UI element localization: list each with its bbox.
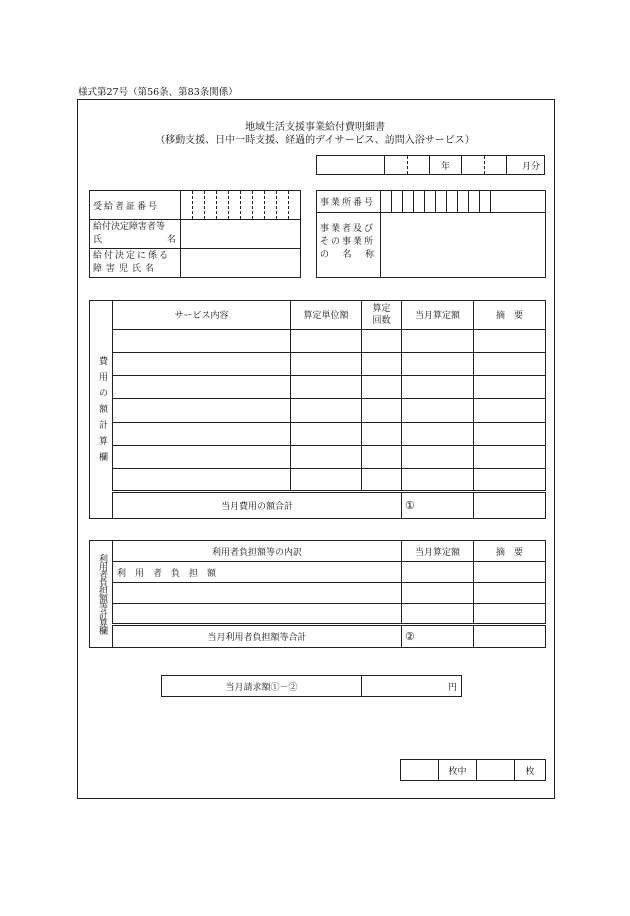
total-pages-field[interactable] — [401, 760, 439, 781]
provider-number-digit[interactable] — [436, 191, 447, 213]
holder-name-label — [90, 220, 181, 249]
cost-row — [90, 376, 546, 399]
burden-side-label — [90, 541, 113, 648]
service-cell[interactable] — [113, 376, 291, 399]
service-cell[interactable] — [113, 353, 291, 376]
claim-table — [161, 675, 462, 697]
month-label: 月分 — [507, 156, 545, 175]
col-count-header-line2: 回数 — [372, 315, 391, 326]
burden-total-note[interactable] — [474, 625, 546, 648]
amount-cell[interactable] — [402, 329, 474, 352]
provider-number-digit[interactable] — [414, 191, 425, 213]
unit-cell[interactable] — [291, 353, 362, 376]
burden-total-mark: ② — [405, 630, 415, 643]
page-number-field[interactable] — [477, 760, 515, 781]
holder-name-field[interactable] — [181, 220, 301, 249]
burden-note-cell[interactable] — [474, 604, 546, 625]
count-cell[interactable] — [362, 329, 402, 352]
year-digit-1[interactable] — [384, 156, 407, 175]
service-cell[interactable] — [113, 422, 291, 445]
provider-number-digit[interactable] — [425, 191, 436, 213]
cost-row — [90, 469, 546, 492]
recipient-number-digit[interactable] — [253, 191, 265, 220]
provider-name-label — [317, 213, 381, 278]
provider-name-label-line3a: の — [320, 250, 332, 260]
form-subtitle: （移動支援、日中一時支援、経過的デイサービス、訪問入浴サービス） — [155, 135, 475, 146]
child-name-label-line2: 障害児氏名 — [93, 264, 159, 274]
cost-total-note[interactable] — [474, 492, 546, 519]
col-service-header: サービス内容 — [113, 301, 291, 330]
count-cell[interactable] — [362, 445, 402, 468]
page-count-table — [400, 759, 546, 781]
unit-cell[interactable] — [291, 329, 362, 352]
burden-item-cell — [113, 562, 402, 583]
note-cell[interactable] — [474, 422, 546, 445]
pages-end-label: 枚 — [515, 760, 546, 781]
unit-cell[interactable] — [291, 445, 362, 468]
recipient-number-digit[interactable] — [193, 191, 205, 220]
claim-label: 当月請求額①－② — [162, 676, 362, 697]
service-cell[interactable] — [113, 399, 291, 422]
count-cell[interactable] — [362, 422, 402, 445]
amount-cell[interactable] — [402, 445, 474, 468]
provider-number-digit[interactable] — [458, 191, 469, 213]
month-digit-1[interactable] — [461, 156, 484, 175]
cost-total-amount[interactable] — [402, 492, 474, 519]
cost-table — [89, 300, 546, 519]
burden-side-label-text: 利用者負担額等計算欄 — [97, 554, 107, 634]
child-name-label-line1: 給付決定に係る — [93, 251, 171, 261]
provider-number-spacer — [491, 191, 546, 213]
holder-name-label-line2a: 氏 — [93, 235, 103, 245]
recipient-number-digit[interactable] — [181, 191, 193, 220]
provider-name-label-line2: その事業所 — [320, 237, 376, 247]
amount-cell[interactable] — [402, 422, 474, 445]
burden-total-label: 当月利用者負担額等合計 — [113, 625, 402, 648]
count-cell[interactable] — [362, 376, 402, 399]
year-digit-2[interactable] — [407, 156, 430, 175]
provider-number-digit[interactable] — [392, 191, 403, 213]
provider-name-label-line3b: 名 — [342, 250, 354, 260]
unit-cell[interactable] — [291, 399, 362, 422]
col-item-header: 利用者負担額等の内訳 — [113, 541, 402, 562]
claim-unit: 円 — [447, 682, 457, 693]
burden-note-cell[interactable] — [474, 562, 546, 583]
pages-middle-label: 枚中 — [439, 760, 477, 781]
provider-name-field[interactable] — [381, 213, 546, 278]
provider-table — [316, 190, 546, 278]
recipient-number-digit[interactable] — [265, 191, 277, 220]
provider-number-digit[interactable] — [469, 191, 480, 213]
note-cell[interactable] — [474, 469, 546, 492]
service-cell[interactable] — [113, 329, 291, 352]
burden-total-amount[interactable] — [402, 625, 474, 648]
cost-row — [90, 445, 546, 468]
col-count-header-line1: 算定 — [372, 303, 391, 314]
col-unit-header: 算定単位額 — [291, 301, 362, 330]
provider-number-label: 事業所番号 — [317, 191, 381, 213]
recipient-number-digit[interactable] — [217, 191, 229, 220]
count-cell[interactable] — [362, 353, 402, 376]
year-label: 年 — [430, 156, 461, 175]
date-box — [316, 155, 545, 175]
burden-row — [90, 583, 546, 604]
recipient-number-digit[interactable] — [205, 191, 217, 220]
cost-row — [90, 329, 546, 352]
recipient-number-digit[interactable] — [229, 191, 241, 220]
note-cell[interactable] — [474, 445, 546, 468]
burden-amount-cell[interactable] — [402, 604, 474, 625]
burden-table — [89, 540, 546, 648]
recipient-number-label: 受給者証番号 — [90, 191, 181, 220]
form-reference: 様式第27号（第56条、第83条関係） — [78, 87, 238, 98]
provider-number-digit[interactable] — [381, 191, 392, 213]
claim-amount-field[interactable] — [362, 676, 462, 697]
burden-item-cell[interactable] — [113, 583, 402, 604]
amount-cell[interactable] — [402, 353, 474, 376]
recipient-number-digit[interactable] — [241, 191, 253, 220]
burden-note-cell[interactable] — [474, 583, 546, 604]
provider-number-digit[interactable] — [447, 191, 458, 213]
col-amount-header: 当月算定額 — [402, 301, 474, 330]
unit-cell[interactable] — [291, 469, 362, 492]
count-cell[interactable] — [362, 399, 402, 422]
child-name-label — [90, 249, 181, 278]
recipient-number-digit[interactable] — [277, 191, 289, 220]
burden-row — [90, 562, 546, 583]
child-name-field[interactable] — [181, 249, 301, 278]
col-note-header: 摘 要 — [474, 301, 546, 330]
note-cell[interactable] — [474, 353, 546, 376]
recipient-number-digit[interactable] — [289, 191, 301, 220]
provider-name-label-line3c: 称 — [364, 250, 376, 260]
amount-cell[interactable] — [402, 376, 474, 399]
note-cell[interactable] — [474, 399, 546, 422]
col-burden-amount-header: 当月算定額 — [402, 541, 474, 562]
month-digit-2[interactable] — [484, 156, 507, 175]
burden-amount-cell[interactable] — [402, 562, 474, 583]
burden-amount-cell[interactable] — [402, 583, 474, 604]
amount-cell[interactable] — [402, 469, 474, 492]
cost-total-label: 当月費用の額合計 — [113, 492, 402, 519]
burden-row — [90, 604, 546, 625]
cost-side-label-text: 費用の額計算欄 — [97, 355, 107, 468]
cost-row — [90, 399, 546, 422]
provider-number-digit[interactable] — [480, 191, 491, 213]
cost-row — [90, 353, 546, 376]
burden-row1-label: 利 用 者 負 担 額 — [117, 568, 217, 579]
holder-name-label-line2b: 名 — [166, 235, 176, 245]
note-cell[interactable] — [474, 329, 546, 352]
provider-number-digit[interactable] — [403, 191, 414, 213]
provider-name-label-line1: 事業者及び — [320, 224, 376, 234]
holder-name-label-line1: 給付決定障害者等 — [93, 222, 166, 232]
cost-side-label — [90, 301, 113, 519]
cost-total-mark: ① — [405, 499, 415, 513]
recipient-table — [89, 190, 301, 278]
count-cell[interactable] — [362, 469, 402, 492]
amount-cell[interactable] — [402, 399, 474, 422]
cost-row — [90, 422, 546, 445]
col-burden-note-header: 摘 要 — [474, 541, 546, 562]
form-title: 地域生活支援事業給付費明細書 — [245, 122, 385, 133]
col-count-header — [362, 301, 402, 330]
service-cell[interactable] — [113, 469, 291, 492]
note-cell[interactable] — [474, 376, 546, 399]
service-cell[interactable] — [113, 445, 291, 468]
burden-item-cell[interactable] — [113, 604, 402, 625]
unit-cell[interactable] — [291, 376, 362, 399]
year-era-field[interactable] — [317, 156, 385, 175]
unit-cell[interactable] — [291, 422, 362, 445]
